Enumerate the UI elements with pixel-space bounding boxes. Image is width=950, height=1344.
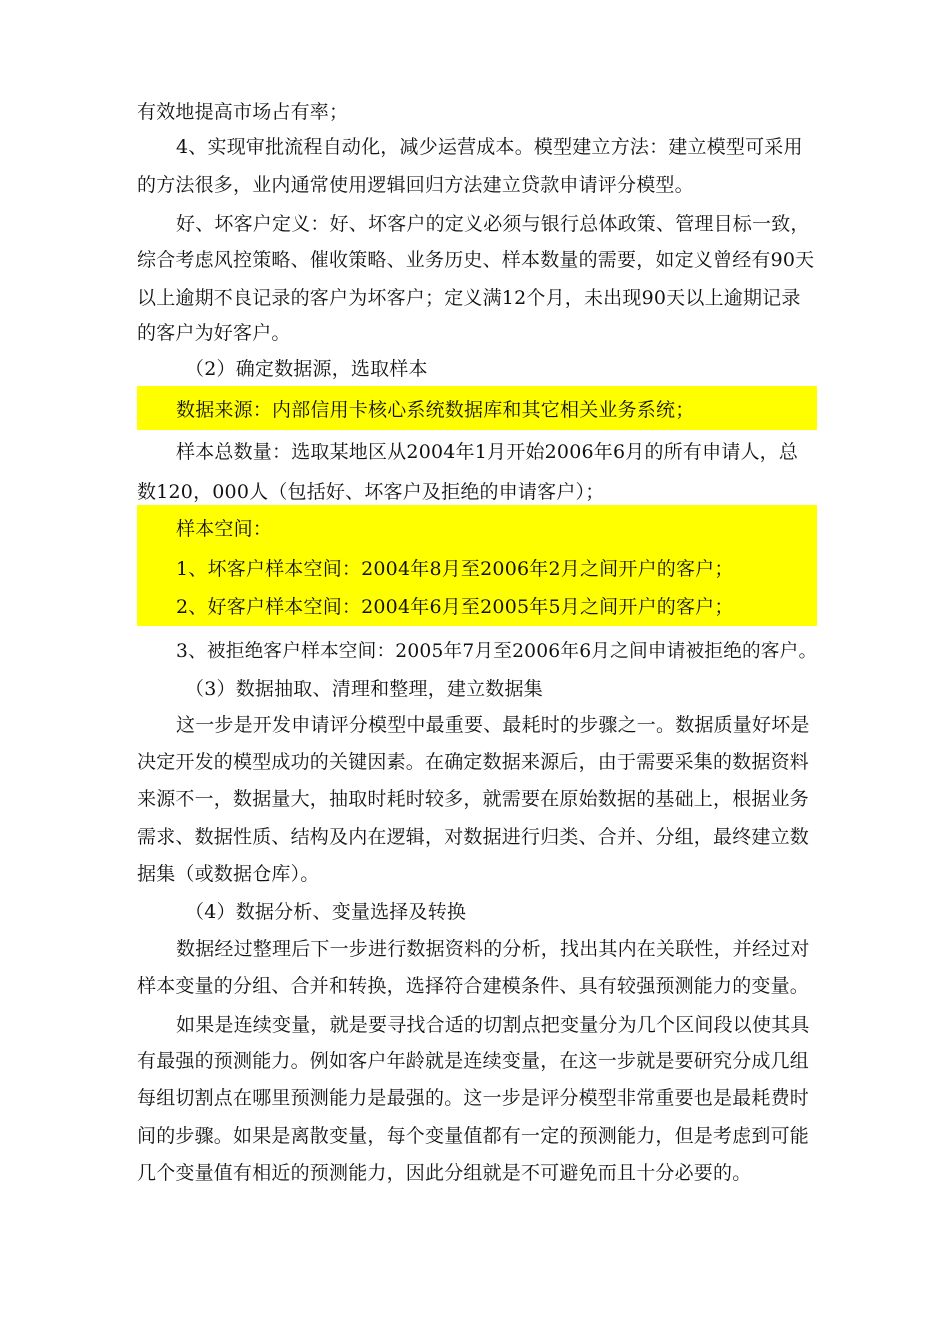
text-line: 每组切割点在哪里预测能力是最强的。这一步是评分模型非常重要也是最耗费时 bbox=[137, 1087, 810, 1109]
text-line: 好、坏客户定义：好、坏客户的定义必须与银行总体政策、管理目标一致， bbox=[176, 213, 810, 235]
text-line: 数据来源：内部信用卡核心系统数据库和其它相关业务系统； bbox=[176, 399, 695, 421]
text-line: 据集（或数据仓库）。 bbox=[137, 863, 320, 885]
text-line: 综合考虑风控策略、催收策略、业务历史、样本数量的需要，如定义曾经有90天 bbox=[137, 249, 815, 271]
text-line: 2、好客户样本空间：2004年6月至2005年5月之间开户的客户； bbox=[176, 596, 734, 618]
text-line: 样本变量的分组、合并和转换，选择符合建模条件、具有较强预测能力的变量。 bbox=[137, 975, 810, 997]
text-line: 数据经过整理后下一步进行数据资料的分析，找出其内在关联性，并经过对 bbox=[176, 938, 810, 960]
text-line: 以上逾期不良记录的客户为坏客户；定义满12个月，未出现90天以上逾期记录 bbox=[137, 287, 801, 309]
text-line: 几个变量值有相近的预测能力，因此分组就是不可避免而且十分必要的。 bbox=[137, 1162, 752, 1184]
text-line: 样本总数量：选取某地区从2004年1月开始2006年6月的所有申请人，总 bbox=[176, 441, 799, 463]
text-line: 有效地提高市场占有率； bbox=[137, 101, 349, 123]
text-line: 间的步骤。如果是离散变量，每个变量值都有一定的预测能力，但是考虑到可能 bbox=[137, 1125, 810, 1147]
section-heading: （4）数据分析、变量选择及转换 bbox=[185, 901, 467, 923]
text-line: 4、实现审批流程自动化，减少运营成本。模型建立方法：建立模型可采用 bbox=[176, 136, 803, 158]
text-line: 的方法很多，业内通常使用逻辑回归方法建立贷款申请评分模型。 bbox=[137, 174, 694, 196]
text-line: 有最强的预测能力。例如客户年龄就是连续变量，在这一步就是要研究分成几组 bbox=[137, 1050, 810, 1072]
text-line: 3、被拒绝客户样本空间：2005年7月至2006年6月之间申请被拒绝的客户。 bbox=[176, 641, 818, 662]
text-line: 决定开发的模型成功的关键因素。在确定数据来源后，由于需要采集的数据资料 bbox=[137, 751, 810, 773]
text-line: 需求、数据性质、结构及内在逻辑，对数据进行归类、合并、分组，最终建立数 bbox=[137, 826, 810, 848]
text-line: 来源不一，数据量大，抽取时耗时较多，就需要在原始数据的基础上，根据业务 bbox=[137, 788, 810, 810]
text-line: 1、坏客户样本空间：2004年8月至2006年2月之间开户的客户； bbox=[176, 558, 734, 580]
section-heading: （2）确定数据源，选取样本 bbox=[185, 358, 428, 380]
text-line: 数120，000人（包括好、坏客户及拒绝的申请客户）； bbox=[137, 481, 605, 503]
text-line: 的客户为好客户。 bbox=[137, 322, 291, 344]
section-heading: （3）数据抽取、清理和整理，建立数据集 bbox=[185, 678, 543, 700]
text-line: 如果是连续变量，就是要寻找合适的切割点把变量分为几个区间段以使其具 bbox=[176, 1014, 810, 1036]
text-line: 这一步是开发申请评分模型中最重要、最耗时的步骤之一。数据质量好坏是 bbox=[176, 714, 810, 736]
text-line: 样本空间： bbox=[176, 518, 273, 540]
